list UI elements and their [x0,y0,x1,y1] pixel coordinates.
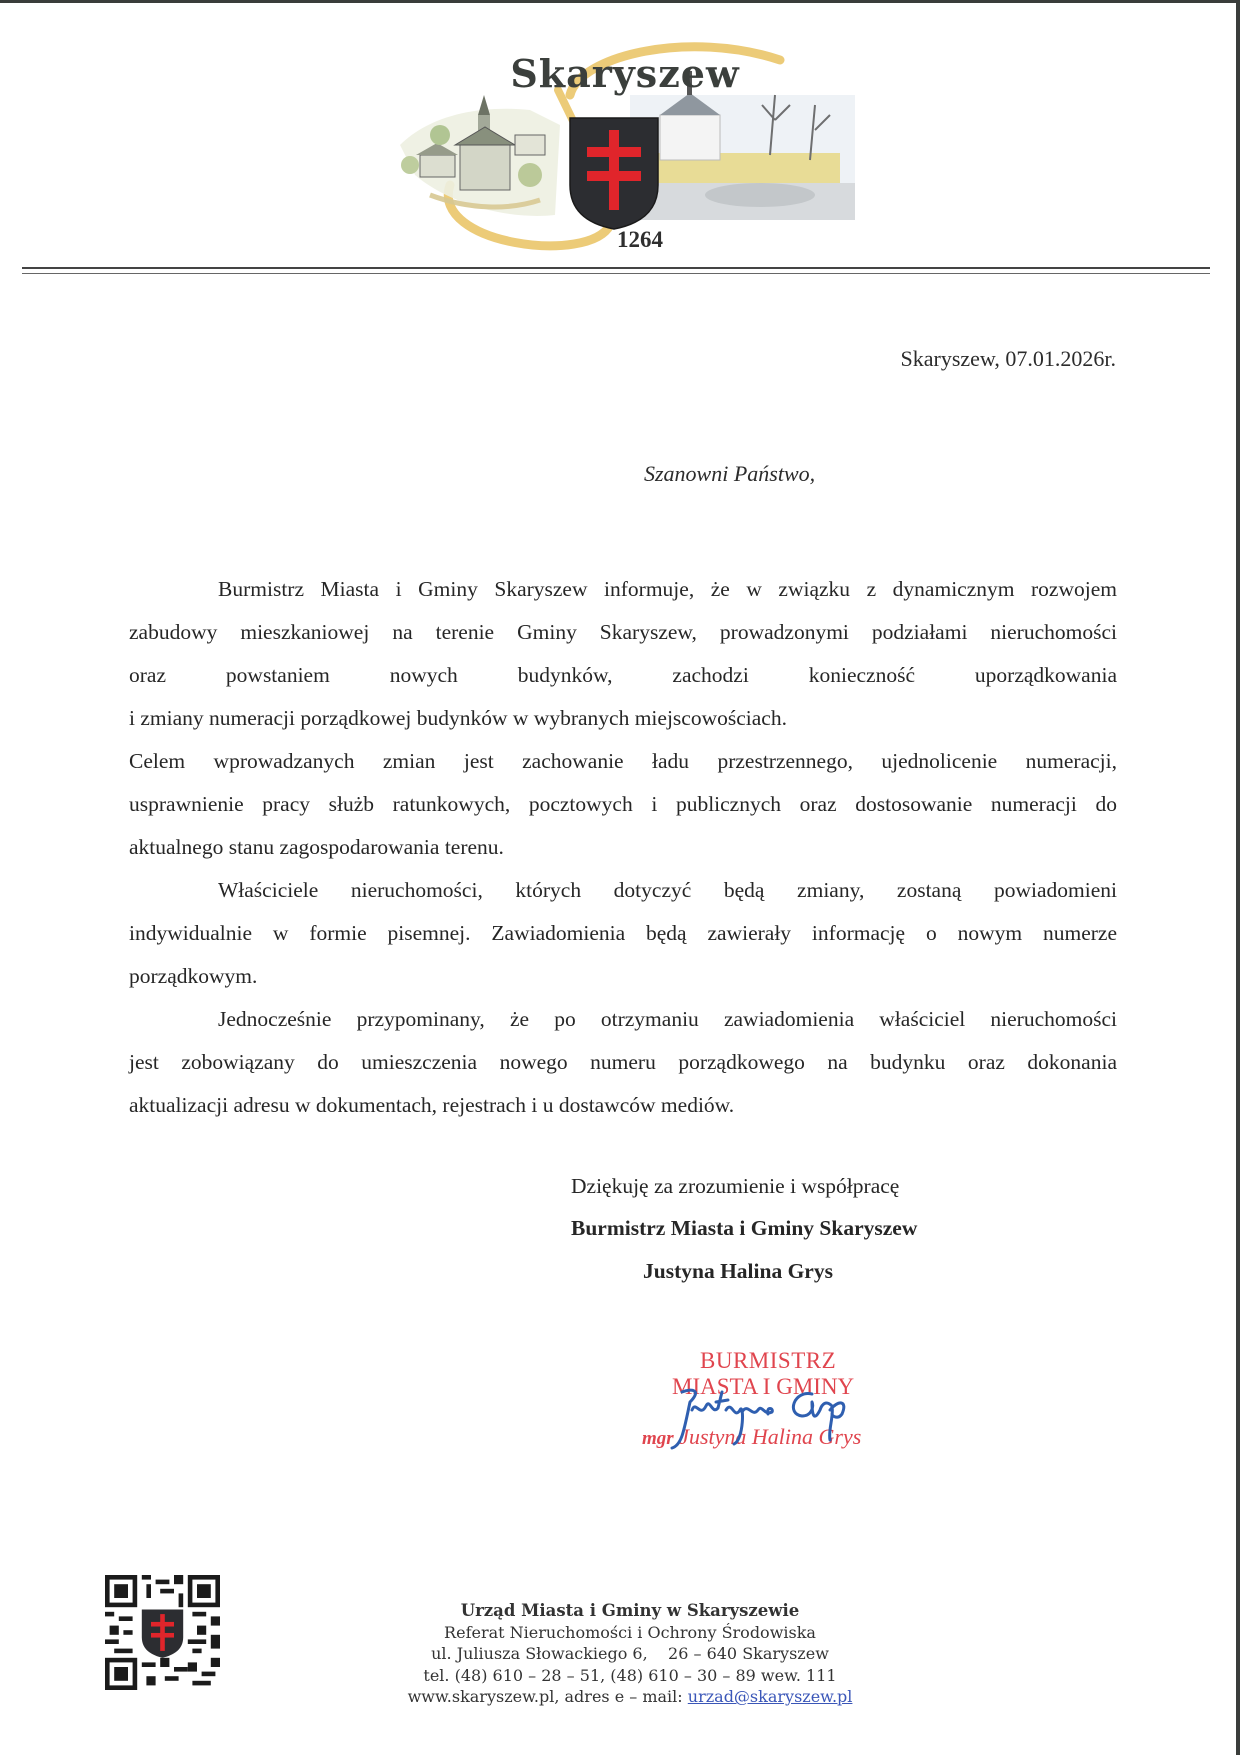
signatory-name: Justyna Halina Grys [643,1259,833,1283]
paragraph-line: aktualizacji adresu w dokumentach, rejestrach i u dostawców mediów. [129,1093,735,1117]
stamp-line-2: MIASTA I GMINY [672,1374,855,1399]
stamp-name: Justyna Halina Grys [679,1424,862,1449]
paragraph-line: indywidualnie w formie pisemnej. Zawiadomienia będą zawierały informację o nowym numerze [129,921,1117,945]
scan-border-right [1236,0,1240,1755]
stamp-degree: mgr [642,1428,674,1449]
footer-department: Referat Nieruchomości i Ochrony Środowiska [444,1622,816,1642]
scan-border-top [0,0,1240,3]
footer-phone: tel. (48) 610 – 28 – 51, (48) 610 – 30 – 89 wew. 111 [423,1665,837,1685]
salutation: Szanowni Państwo, [644,461,816,486]
paragraph-2 [129,740,1117,869]
paragraph-line: Celem wprowadzanych zmian jest zachowanie ładu przestrzennego, ujednolicenie numeracji, [129,749,1117,773]
stamp-line-1: BURMISTRZ [700,1348,837,1373]
town-name-logo: Skaryszew [510,51,740,96]
paragraph-line: Jednocześnie przypominany, że po otrzymaniu zawiadomienia właściciel nieruchomości [218,1007,1117,1031]
footer-address: ul. Juliusza Słowackiego 6, 26 – 640 Skaryszew [431,1644,829,1663]
footer-email-link[interactable]: urzad@skaryszew.pl [687,1687,853,1706]
footer-office-name: Urząd Miasta i Gminy w Skaryszewie [460,1601,800,1620]
paragraph-1 [129,568,1117,740]
paragraph-line: i zmiany numeracji porządkowej budynków w wybranych miejscowościach. [129,706,787,730]
founding-year: 1264 [617,227,663,252]
letterhead-logo [390,35,860,260]
official-stamp [620,1340,940,1450]
footer-contact [380,1600,880,1708]
closing-line: Dziękuję za zrozumienie i współpracę [571,1174,900,1198]
qr-code[interactable] [105,1575,220,1690]
town-sketch-illustration [400,95,560,216]
paragraph-line: Właściciele nieruchomości, których dotyczyć będą zmiany, zostaną powiadomieni [218,878,1117,902]
coat-of-arms-icon [142,1610,183,1658]
paragraph-line: zabudowy mieszkaniowej na terenie Gminy Skaryszew, prowadzonymi podziałami nieruchomości [129,620,1117,644]
coat-of-arms-icon [570,118,658,229]
handwritten-signature [662,1370,862,1455]
paragraph-4 [129,998,1117,1127]
footer-web-line [380,1686,880,1708]
paragraph-line: porządkowym. [129,964,258,988]
paragraph-line: oraz powstaniem nowych budynków, zachodzi konieczność uporządkowania [129,663,1117,687]
paragraph-3 [129,869,1117,998]
signatory-title: Burmistrz Miasta i Gminy Skaryszew [571,1216,918,1240]
header-divider [22,267,1210,274]
footer-website: www.skaryszew.pl, adres e – mail: [407,1687,688,1706]
paragraph-line: Burmistrz Miasta i Gminy Skaryszew informuje, że w związku z dynamicznym rozwojem [218,577,1117,601]
letter-body [129,568,1117,1127]
place-and-date: Skaryszew, 07.01.2026r. [900,346,1116,371]
paragraph-line: aktualnego stanu zagospodarowania terenu. [129,835,504,859]
paragraph-line: usprawnienie pracy służb ratunkowych, pocztowych i publicznych oraz dostosowanie numeracji do [129,792,1117,816]
paragraph-line: jest zobowiązany do umieszczenia nowego numeru porządkowego na budynku oraz dokonania [129,1050,1117,1074]
